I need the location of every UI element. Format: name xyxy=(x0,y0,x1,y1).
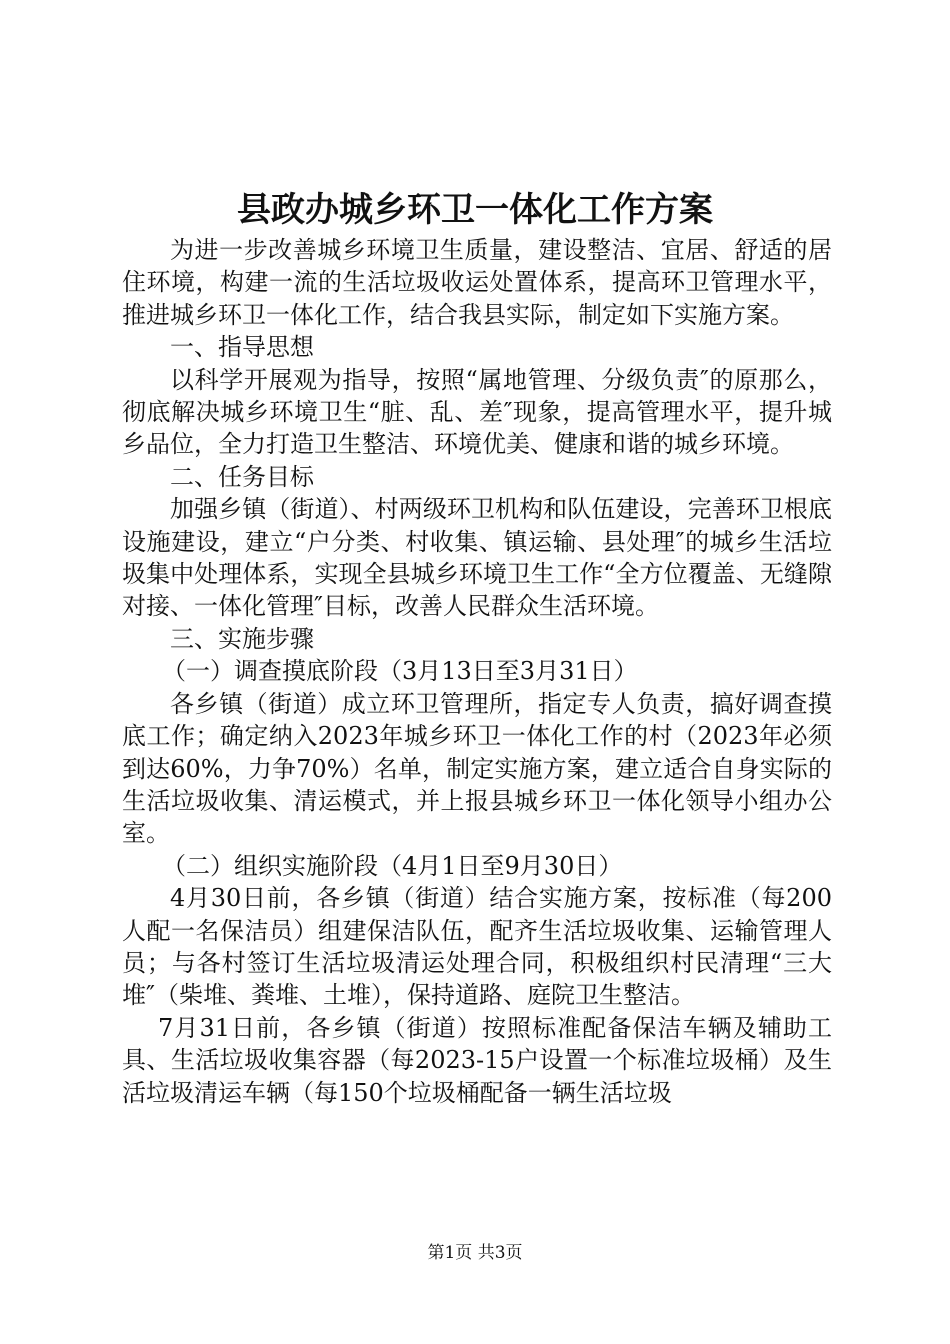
page-footer: 第1页 共3页 xyxy=(427,1243,523,1263)
section-heading-task-goals: 二、任务目标 xyxy=(170,462,314,491)
section-heading-implementation-steps: 三、实施步骤 xyxy=(170,624,314,653)
document-title: 县政办城乡环卫一体化工作方案 xyxy=(237,190,713,230)
subheading-survey-stage: （一）调查摸底阶段（3月13日至3月31日） xyxy=(162,657,638,686)
section-heading-guiding-ideology: 一、指导思想 xyxy=(170,333,314,362)
survey-stage-paragraph: 各乡镇（街道）成立环卫管理所，指定专人负责，搞好调查摸底工作；确定纳入2023年城乡环卫一体化工作的村（2023年必须到达60%，力争70%）名单，制定实施方案，建立适合自身实际的生活垃圾收集、清运模式，并上报县城乡环卫一体化领导小组办公室。 xyxy=(122,689,832,848)
intro-paragraph: 为进一步改善城乡环境卫生质量，建设整洁、宜居、舒适的居住环境，构建一流的生活垃圾收运处置体系，提高环卫管理水平，推进城乡环卫一体化工作，结合我县实际，制定如下实施方案。 xyxy=(122,236,832,329)
document-body xyxy=(122,234,832,1109)
guiding-ideology-paragraph: 以科学开展观为指导，按照“属地管理、分级负责″的原那么，彻底解决城乡环境卫生“脏、乱、差″现象，提高管理水平，提升城乡品位，全力打造卫生整洁、环境优美、健康和谐的城乡环境。 xyxy=(122,365,832,459)
implementation-july-paragraph: 7月31日前，各乡镇（街道）按照标准配备保洁车辆及辅助工具、生活垃圾收集容器（每2023-15户设置一个标准垃圾桶）及生活垃圾清运车辆（每150个垃圾桶配备一辆生活垃圾 xyxy=(122,1013,832,1107)
implementation-april-paragraph: 4月30日前，各乡镇（街道）结合实施方案，按标准（每200人配一名保洁员）组建保洁队伍，配齐生活垃圾收集、运输管理人员；与各村签订生活垃圾清运处理合同，积极组织村民清理“三大堆″（柴堆、粪堆、土堆），保持道路、庭院卫生整洁。 xyxy=(122,884,832,1010)
task-goals-paragraph: 加强乡镇（街道）、村两级环卫机构和队伍建设，完善环卫根底设施建设，建立“户分类、村收集、镇运输、县处理″的城乡生活垃圾集中处理体系，实现全县城乡环境卫生工作“全方位覆盖、无缝隙对接、一体化管理″目标，改善人民群众生活环境。 xyxy=(122,495,832,621)
subheading-implementation-stage: （二）组织实施阶段（4月1日至9月30日） xyxy=(162,851,623,880)
